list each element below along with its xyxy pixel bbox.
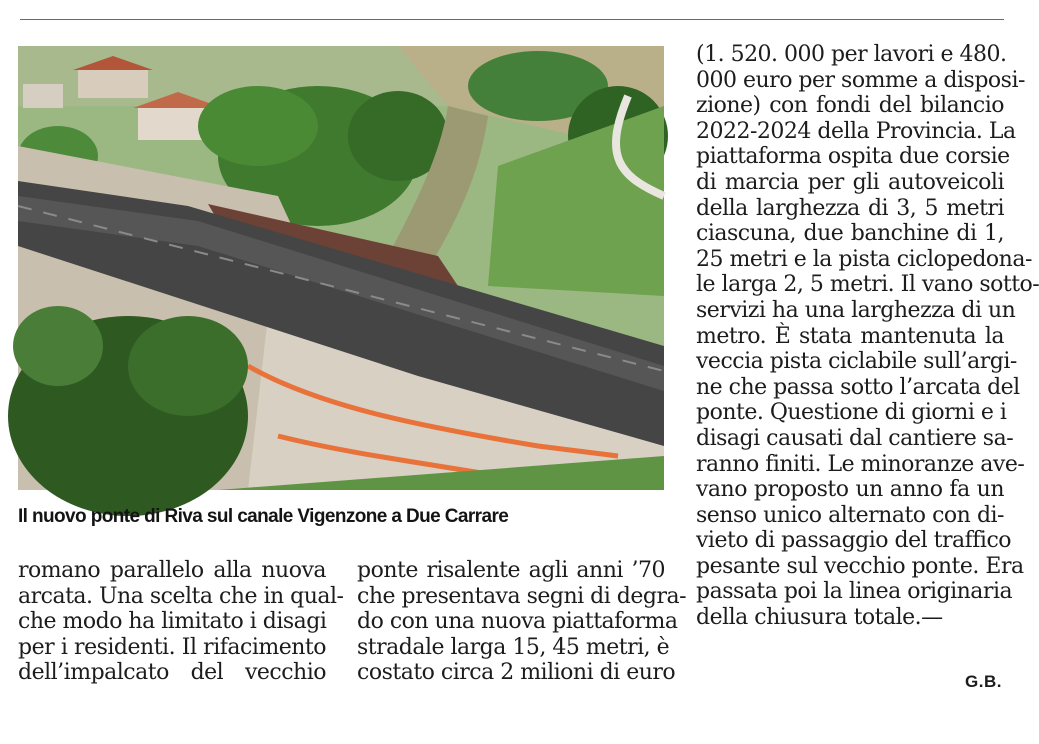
text-line: che modo ha limitato i disagi [18,609,327,635]
column-left-paragraph [18,558,344,686]
column-middle-paragraph [357,558,687,686]
column-right-paragraph [696,42,1039,631]
bridge-photo [18,46,664,490]
top-rule [20,19,1004,20]
text-line: senso unico alternato con di- [696,502,1004,528]
text-line: zione) con fondi del bilancio [696,93,1004,119]
text-line: le larga 2, 5 metri. Il vano sotto- [696,272,1039,298]
text-line: veccia pista ciclabile sull’argi- [696,349,1017,375]
text-line: vieto di passaggio del traffico [696,528,1012,554]
text-line: di marcia per gli autoveicoli [696,169,1004,195]
text-line: romano parallelo alla nuova [18,558,326,583]
text-line: ciascuna, due banchine di 1, [696,221,1004,247]
text-line: per i residenti. Il rifacimento [18,634,326,660]
text-line: ponte risalente agli anni ’70 [357,558,665,583]
text-line: pesante sul vecchio ponte. Era [696,553,1024,579]
author-signature: G.B. [965,672,1002,691]
photo-caption: Il nuovo ponte di Riva sul canale Vigenzone a Due Carrare [18,506,509,527]
article-column-middle [357,558,687,686]
text-line: metro. È stata mantenuta la [696,323,1004,349]
text-line: della chiusura totale.— [696,605,943,631]
text-line: 000 euro per somme a disposi- [696,67,1025,93]
article-column-left [18,558,344,686]
text-line: 2022-2024 della Provincia. La [696,118,1016,144]
text-line: ne che passa sotto l’arcata del [696,374,1020,400]
text-line: vano proposto un anno fa un [696,477,1004,503]
text-line: dell’impalcato del vecchio [18,660,326,686]
text-line: stradale larga 15, 45 metri, è [357,634,670,660]
text-line: ranno finiti. Le minoranze ave- [696,451,1025,477]
article-column-right [696,42,1039,631]
text-line: che presentava segni di degra- [357,583,687,609]
text-line: (1. 520. 000 per lavori e 480. [696,42,1007,67]
text-line: disagi causati dal cantiere sa- [696,425,1014,451]
text-line: della larghezza di 3, 5 metri [696,195,1004,221]
text-line: do con una nuova piattaforma [357,609,678,635]
text-line: servizi ha una larghezza di un [696,297,1016,323]
text-line: piattaforma ospita due corsie [696,144,1010,170]
text-line: passata poi la linea originaria [696,579,1013,605]
text-line: ponte. Questione di giorni e i [696,400,1007,426]
text-line: 25 metri e la pista ciclopedona- [696,246,1032,272]
text-line: arcata. Una scelta che in qual- [18,583,344,609]
text-line: costato circa 2 milioni di euro [357,660,676,686]
